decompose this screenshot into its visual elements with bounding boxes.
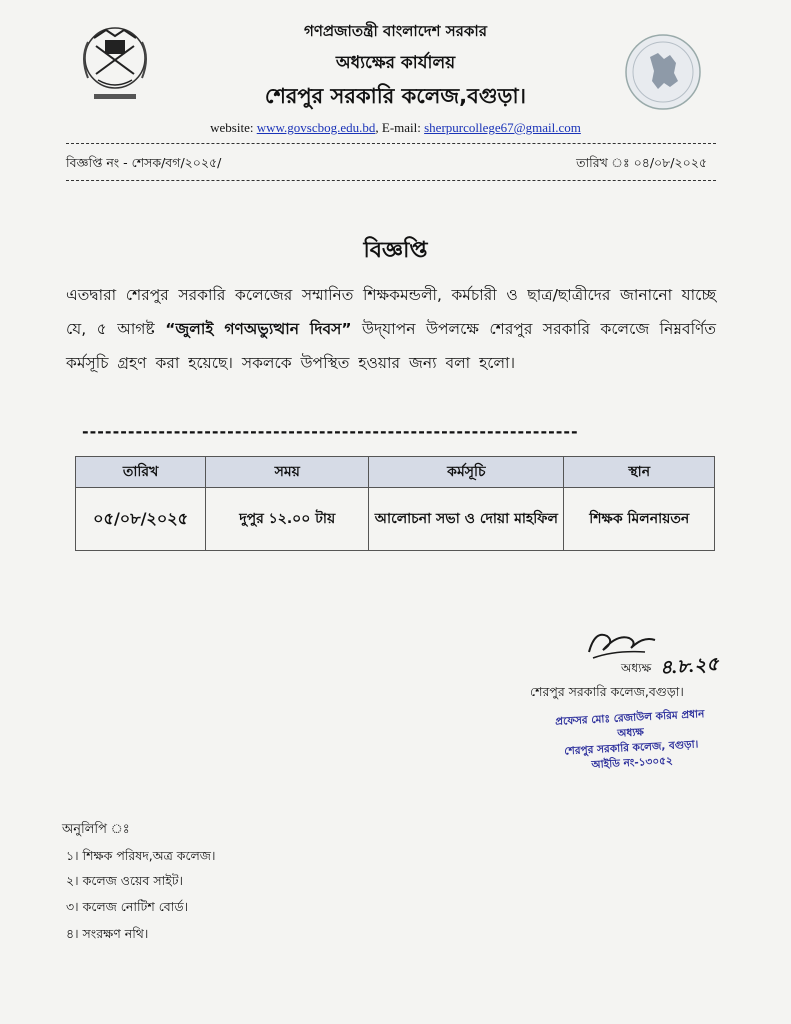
header-divider [66, 143, 716, 144]
stamp-college: শেরপুর সরকারি কলেজ, বগুড়া। [564, 738, 699, 758]
header-date: তারিখ [76, 457, 206, 488]
college-name: শেরপুর সরকারি কলেজ,বগুড়া। [264, 84, 527, 108]
official-stamp [555, 707, 708, 775]
body-text-part2: উদ্‌যাপন উপলক্ষে শেরপুর সরকারি কলেজে নিম্নবর্ণিত কর্মসূচি গ্রহণ করা হয়েছে। সকলকে উপস্থিত হওয়ার জন্য বলা হলো। [66, 320, 717, 372]
website-link[interactable]: www.govscbog.edu.bd [256, 120, 376, 135]
government-name: গণপ্রজাতন্ত্রী বাংলাদেশ সরকার [304, 22, 487, 40]
notice-body [66, 278, 716, 380]
header-time: সময় [206, 457, 369, 488]
list-item: ৪। সংরক্ষণ নথি। [66, 926, 149, 941]
contact-line: website: www.govscbog.edu.bd, E-mail: sherpurcollege67@gmail.com [210, 120, 581, 135]
cell-time: দুপুর ১২.০০ টায় [206, 488, 369, 551]
body-highlight: “জুলাই গণঅভ্যুত্থান দিবস” [165, 320, 352, 338]
cell-date: ০৫/০৮/২০২৫ [76, 488, 206, 551]
handwritten-signature [585, 622, 660, 664]
signatory-title: অধ্যক্ষ [621, 661, 652, 675]
stamp-name: প্রফেসর মোঃ রেজাউল করিম প্রধান [554, 708, 705, 728]
list-item: ১। শিক্ষক পরিষদ,অত্র কলেজ। [66, 848, 216, 863]
table-row [76, 488, 715, 551]
list-item: ২। কলেজ ওয়েব সাইট। [66, 873, 183, 888]
list-item: ৩। কলেজ নোটিশ বোর্ড। [66, 899, 189, 914]
reference-divider [66, 180, 716, 181]
stamp-designation: অধ্যক্ষ [617, 726, 645, 740]
schedule-table [75, 456, 715, 551]
signatory-college: শেরপুর সরকারি কলেজ,বগুড়া। [530, 684, 684, 699]
cell-program: আলোচনা সভা ও দোয়া মাহফিল [369, 488, 564, 551]
notice-title: বিজ্ঞপ্তি [363, 238, 428, 263]
cell-venue: শিক্ষক মিলনায়তন [564, 488, 715, 551]
website-label: website: [210, 120, 254, 135]
header-program: কর্মসূচি [369, 457, 564, 488]
office-name: অধ্যক্ষের কার্যালয় [335, 53, 456, 73]
email-link[interactable]: sherpurcollege67@gmail.com [424, 120, 581, 135]
dashed-separator: ----------------------------------------------------------------- [82, 422, 579, 441]
signature-date: ৪.৮.২৫ [659, 653, 720, 680]
copies-heading: অনুলিপি ঃ [62, 822, 130, 837]
header-venue: স্থান [564, 457, 715, 488]
notice-reference: বিজ্ঞপ্তি নং - শেসক/বগ/২০২৫/ [66, 155, 222, 170]
stamp-id: আইডি নং-১৩০৫২ [591, 754, 674, 772]
email-label: E-mail: [381, 120, 421, 135]
table-header-row [76, 457, 715, 488]
notice-date: তারিখ ঃ ০৪/০৮/২০২৫ [576, 155, 707, 170]
body-text-part1: এতদ্বারা শেরপুর সরকারি কলেজের সম্মানিত শিক্ষকমন্ডলী, কর্মচারী ও ছাত্র/ছাত্রীদের জানানো যাচ্ছে যে, ৫ আগষ্ট [66, 286, 716, 338]
